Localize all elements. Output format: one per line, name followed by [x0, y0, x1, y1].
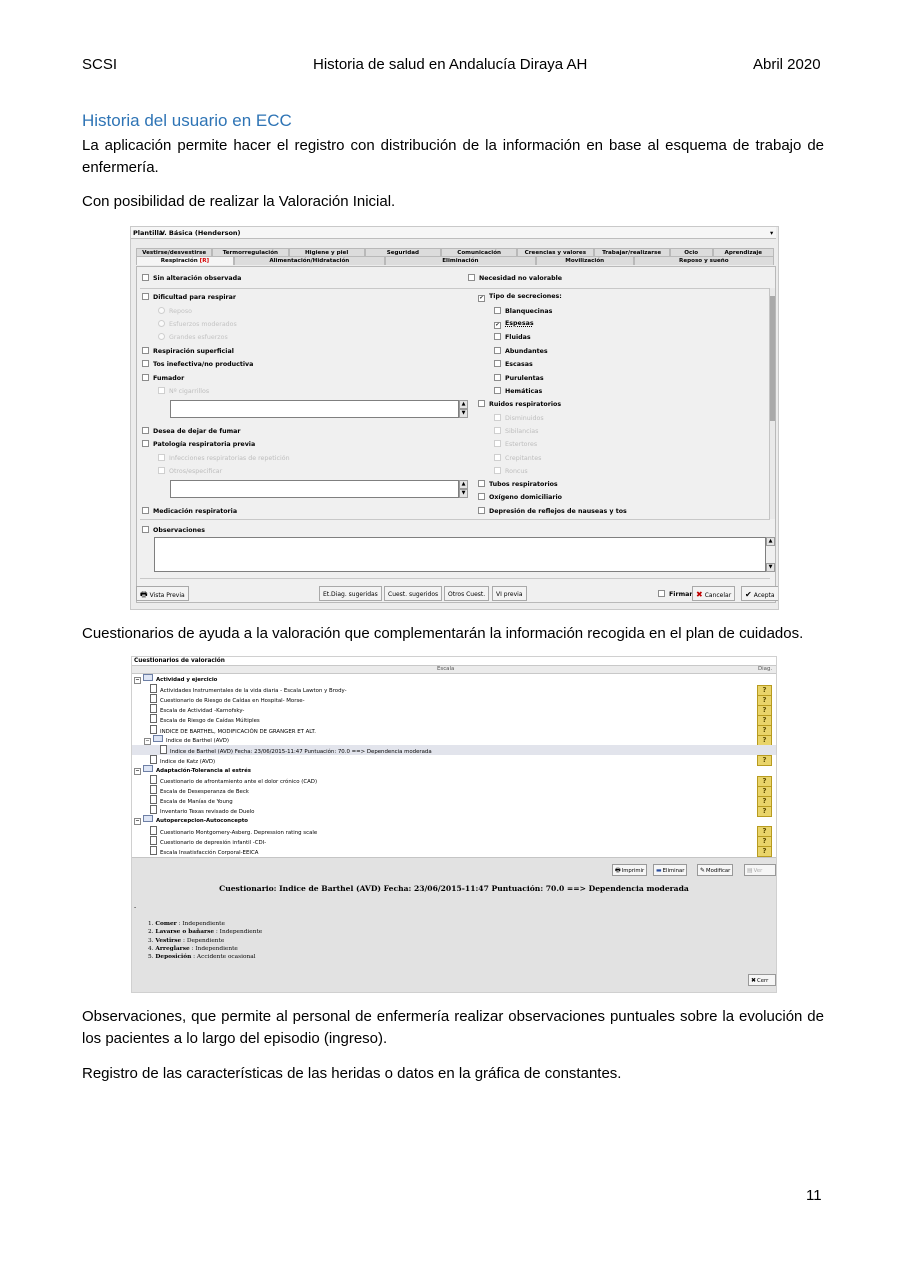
modificar-button[interactable]: [697, 864, 733, 876]
question-icon[interactable]: ?: [757, 836, 772, 847]
patologia-checkbox[interactable]: Patología respiratoria previa: [142, 440, 255, 448]
question-icon[interactable]: ?: [757, 705, 772, 716]
tab-higiene[interactable]: Higiene y piel: [289, 248, 365, 257]
tab-creencias[interactable]: Creencias y valores: [517, 248, 593, 257]
cuestionarios-screenshot: [131, 656, 777, 993]
vi-previa-button[interactable]: VI previa: [492, 586, 527, 601]
answer-value: : Independiente: [215, 929, 263, 936]
tree-group[interactable]: [134, 674, 217, 684]
tubos-checkbox[interactable]: Tubos respiratorios: [478, 480, 558, 488]
modificar-label: Modificar: [706, 868, 731, 874]
document-icon: [150, 704, 157, 713]
tree-row[interactable]: [150, 846, 258, 856]
depresion-checkbox[interactable]: Depresión de reflejos de nauseas y tos: [478, 507, 627, 515]
question-icon[interactable]: ?: [757, 846, 772, 857]
collapse-icon[interactable]: −: [135, 767, 140, 774]
document-icon: [150, 725, 157, 734]
tree-row-label: Escala de Manías de Young: [160, 799, 233, 806]
cuestionarios-title: Cuestionarios de valoración: [134, 658, 225, 664]
document-icon: [150, 684, 157, 693]
document-icon: [150, 785, 157, 794]
answer-item: [148, 945, 262, 953]
purulentas-checkbox[interactable]: Purulentas: [494, 374, 544, 382]
tree-row-label: Escala de Riesgo de Caídas Múltiples: [160, 718, 260, 725]
col-diag-header: Diag.: [758, 666, 773, 672]
answer-number: 5.: [148, 954, 154, 961]
document-icon: ▤: [747, 867, 753, 874]
question-icon[interactable]: ?: [757, 806, 772, 817]
tree-row[interactable]: [150, 694, 305, 704]
header-right: Abril 2020: [753, 56, 821, 73]
fluidas-checkbox[interactable]: Fluidas: [494, 333, 531, 341]
document-icon: [150, 694, 157, 703]
answer-item: [148, 920, 262, 928]
tab-seguridad[interactable]: Seguridad: [365, 248, 441, 257]
paragraph-4: Observaciones, que permite al personal de enfermería realizar observaciones puntuales sobre la evolución de los pacientes a lo largo del episodio (ingreso).: [82, 1008, 824, 1047]
question-icon[interactable]: ?: [757, 826, 772, 837]
roncus-checkbox[interactable]: Roncus: [494, 467, 528, 475]
tree-row[interactable]: [150, 775, 317, 785]
page-number: 11: [806, 1187, 822, 1204]
tree-row-label: Adaptación-Tolerancia al estrés: [156, 767, 251, 774]
cuestionario-result-title: Cuestionario: Indice de Barthel (AVD) Fecha: 23/06/2015-11:47 Puntuación: 70.0 ==> Dependencia moderada: [219, 884, 689, 893]
imprimir-label: Imprimir: [621, 868, 645, 874]
header-left: SCSI: [82, 56, 118, 73]
tab-respiracion-label: Respiración: [160, 258, 198, 264]
cigarrillos-input[interactable]: [170, 400, 459, 418]
crepitantes-checkbox[interactable]: Crepitantes: [494, 454, 541, 462]
result-dash: -: [134, 904, 137, 911]
vista-previa-label: Vista Previa: [149, 592, 185, 599]
cuest-sugeridos-button[interactable]: Cuest. sugeridos: [384, 586, 442, 601]
tree-group[interactable]: [134, 765, 251, 775]
tab-ocio[interactable]: Ocio: [670, 248, 713, 257]
tab-movilizacion[interactable]: Movilización: [536, 256, 634, 265]
tree-row[interactable]: [150, 714, 260, 724]
tree-row[interactable]: [150, 836, 266, 846]
question-icon[interactable]: ?: [757, 725, 772, 736]
medicacion-checkbox[interactable]: Medicación respiratoria: [142, 507, 237, 515]
plantilla-label: Plantilla: [133, 229, 164, 237]
cuestionarios-table-header: [132, 665, 776, 674]
plantilla-bar: [131, 227, 776, 239]
cigarrillos-checkbox[interactable]: Nº cigarrillos: [158, 387, 209, 395]
observaciones-up-icon[interactable]: ▲: [766, 537, 775, 546]
tree-row[interactable]: [150, 805, 254, 815]
document-icon: [150, 795, 157, 804]
tos-checkbox[interactable]: Tos inefectiva/no productiva: [142, 360, 253, 368]
plantilla-select[interactable]: V. Básica (Henderson): [160, 229, 241, 237]
tab-termorregulacion[interactable]: Termorregulación: [212, 248, 288, 257]
cigarrillos-up-icon[interactable]: ▲: [459, 400, 468, 409]
answer-key: Arreglarse: [155, 945, 190, 952]
estertores-checkbox[interactable]: Estertores: [494, 440, 537, 448]
tree-row[interactable]: [150, 785, 249, 795]
reposo-radio[interactable]: Reposo: [158, 307, 192, 315]
tab-respiracion-marker: [R]: [199, 258, 210, 264]
observaciones-textarea[interactable]: [154, 537, 766, 572]
otros-up-icon[interactable]: ▲: [459, 480, 468, 489]
question-icon[interactable]: ?: [757, 685, 772, 696]
answer-number: 3.: [148, 937, 154, 944]
sibilancias-checkbox[interactable]: Sibilancias: [494, 427, 538, 435]
collapse-icon[interactable]: −: [145, 737, 150, 744]
document-icon: [150, 836, 157, 845]
tree-row-label: Inventario Texas revisado de Duelo: [160, 809, 255, 816]
paragraph-3: Cuestionarios de ayuda a la valoración que complementarán la información recogida en el plan de cuidados.: [82, 625, 804, 642]
check-icon: ✔: [745, 590, 752, 599]
document-icon: [160, 745, 167, 754]
folder-icon: [153, 735, 163, 742]
tab-eliminacion[interactable]: Eliminación: [385, 256, 536, 265]
answer-item: [148, 928, 262, 936]
question-icon[interactable]: ?: [757, 735, 772, 746]
tree-row[interactable]: [150, 725, 316, 735]
answer-value: : Independiente: [178, 921, 225, 927]
blanquecinas-checkbox[interactable]: Blanquecinas: [494, 307, 552, 315]
tree-row-label: Escala de Desesperanza de Beck: [160, 789, 249, 796]
tree-row-label: Cuestionario de depresión infantil -CDI-: [160, 839, 267, 846]
answer-number: 1.: [148, 921, 154, 927]
answer-key: Vestirse: [155, 937, 182, 944]
cancelar-button[interactable]: [692, 586, 735, 601]
eliminar-label: Eliminar: [662, 868, 685, 874]
answer-item: [148, 937, 262, 945]
fumador-checkbox[interactable]: Fumador: [142, 374, 184, 382]
cuestionario-detail: [132, 857, 776, 993]
edit-icon: ✎: [700, 867, 706, 874]
infecciones-checkbox[interactable]: Infecciones respiratorias de repetición: [158, 454, 290, 462]
answer-value: : Independiente: [191, 945, 238, 952]
printer-icon: 🖶: [140, 590, 148, 599]
ver-button[interactable]: [744, 864, 776, 876]
tree-row[interactable]: [150, 795, 233, 805]
document-icon: [150, 714, 157, 723]
ver-label: Ver: [753, 868, 763, 874]
tree-row[interactable]: [150, 684, 347, 694]
tree-row-label: Escala de Actividad -Karnofsky-: [160, 708, 245, 715]
observaciones-down-icon[interactable]: ▼: [766, 563, 775, 572]
diag-sugeridas-button[interactable]: Et.Diag. sugeridas: [319, 586, 382, 601]
answer-key: Lavarse o bañarse: [155, 929, 215, 936]
tree-row[interactable]: [144, 735, 229, 745]
cancelar-label: Cancelar: [704, 592, 732, 599]
vista-previa-button[interactable]: [136, 586, 189, 601]
tree-row-label: Escala Insatisfacción Corporal-EEICA: [160, 849, 259, 856]
document-icon: [150, 805, 157, 814]
folder-icon: [143, 674, 153, 681]
tab-respiracion[interactable]: [136, 256, 234, 265]
grandes-radio[interactable]: Grandes esfuerzos: [158, 333, 228, 341]
question-icon[interactable]: ?: [757, 755, 772, 766]
question-icon[interactable]: ?: [757, 786, 772, 797]
dificultad-checkbox[interactable]: Dificultad para respirar: [142, 293, 236, 301]
cerrar-button[interactable]: [748, 974, 776, 986]
section-title: Historia del usuario en ECC: [82, 111, 292, 130]
ruidos-checkbox[interactable]: Ruidos respiratorios: [478, 400, 561, 408]
close-icon: ✖: [696, 590, 703, 599]
oxigeno-checkbox[interactable]: Oxígeno domiciliario: [478, 493, 562, 501]
close-icon: ✖: [751, 977, 757, 984]
folder-icon: [143, 765, 153, 772]
aceptar-button[interactable]: [741, 586, 779, 601]
answer-number: 2.: [148, 929, 154, 936]
tab-comunicacion[interactable]: Comunicación: [441, 248, 517, 257]
firmar-checkbox[interactable]: Firmar: [658, 590, 692, 598]
folder-icon: [143, 815, 153, 822]
escasas-checkbox[interactable]: Escasas: [494, 360, 533, 368]
no-valorable-checkbox[interactable]: Necesidad no valorable: [468, 274, 562, 282]
minus-icon: ▬: [656, 867, 662, 874]
paragraph-5: Registro de las características de las heridas o datos en la gráfica de constantes.: [82, 1065, 622, 1082]
paragraph-2: Con posibilidad de realizar la Valoración Inicial.: [82, 193, 396, 210]
aceptar-label: Acepta: [753, 592, 775, 599]
document-icon: [150, 826, 157, 835]
tab-vestirse[interactable]: Vestirse/desvestirse: [136, 248, 212, 257]
col-escala-header: Escala: [437, 666, 455, 672]
tab-reposo[interactable]: Reposo y sueño: [634, 256, 774, 265]
document-icon: [150, 755, 157, 764]
eliminar-button[interactable]: [653, 864, 687, 876]
header-center: Historia de salud en Andalucía Diraya AH: [313, 56, 588, 73]
tree-group[interactable]: [134, 815, 248, 825]
answer-value: : Accidente ocasional: [193, 954, 256, 961]
sin-alteracion-checkbox[interactable]: Sin alteración observada: [142, 274, 241, 282]
tree-row[interactable]: [150, 826, 317, 836]
question-icon[interactable]: ?: [757, 796, 772, 807]
question-icon[interactable]: ?: [757, 776, 772, 787]
plantilla-chevron-down-icon[interactable]: ▾: [770, 229, 774, 237]
tree-row[interactable]: [150, 704, 244, 714]
disminuidos-checkbox[interactable]: Disminuidos: [494, 414, 544, 422]
form-scrollbar-thumb[interactable]: [770, 296, 775, 421]
otros-input[interactable]: [170, 480, 459, 498]
answer-item: [148, 953, 262, 961]
tree-row-label: INDICE DE BARTHEL, MODIFICACIÓN DE GRANGER ET ALT.: [160, 728, 316, 735]
cerrar-label: Cerr: [757, 978, 769, 984]
otros-cuest-button[interactable]: Otros Cuest.: [444, 586, 489, 601]
answer-key: Deposición: [155, 954, 192, 961]
tree-row-label: Indice de Barthel (AVD) Fecha: 23/06/2015-11:47 Puntuación: 70.0 ==> Dependencia moderada: [170, 748, 432, 755]
tree-row-label: Cuestionario Montgomery-Asberg. Depression rating scale: [160, 829, 318, 836]
question-icon[interactable]: ?: [757, 695, 772, 706]
tab-alimentacion[interactable]: Alimentación/Hidratación: [234, 256, 385, 265]
form-scrollbar[interactable]: [769, 288, 775, 519]
collapse-icon[interactable]: −: [135, 677, 140, 683]
barthel-answers: [148, 920, 262, 961]
espesas-checkbox[interactable]: ✔ Espesas: [494, 320, 534, 329]
abundantes-checkbox[interactable]: Abundantes: [494, 347, 548, 355]
otros-down-icon[interactable]: ▼: [459, 489, 468, 498]
tree-row[interactable]: [150, 755, 215, 765]
answer-value: : Dependiente: [183, 937, 225, 944]
hematicas-checkbox[interactable]: Hemáticas: [494, 387, 542, 395]
tree-row[interactable]: [132, 745, 777, 755]
observaciones-checkbox[interactable]: Observaciones: [142, 526, 205, 534]
tab-aprendizaje[interactable]: Aprendizaje: [713, 248, 774, 257]
esfuerzos-radio[interactable]: Esfuerzos moderados: [158, 320, 237, 328]
otros-checkbox[interactable]: Otros/especificar: [158, 467, 222, 475]
superficial-checkbox[interactable]: Respiración superficial: [142, 347, 234, 355]
tree-row-label: Indice de Barthel (AVD): [166, 737, 230, 744]
collapse-icon[interactable]: −: [135, 818, 140, 825]
document-icon: [150, 846, 157, 855]
respiracion-panel: [136, 266, 776, 603]
cigarrillos-down-icon[interactable]: ▼: [459, 409, 468, 418]
tree-row-label: Cuestionario de Riesgo de Caídas en Hospital- Morse-: [160, 698, 305, 705]
question-icon[interactable]: ?: [757, 715, 772, 726]
imprimir-button[interactable]: [612, 864, 647, 876]
printer-icon: 🖶: [615, 867, 621, 874]
tree-row-label: Actividades Instrumentales de la vida diaria - Escala Lawton y Brody-: [160, 688, 347, 695]
dejar-fumar-checkbox[interactable]: Desea de dejar de fumar: [142, 427, 241, 435]
answer-number: 4.: [148, 945, 154, 952]
answer-key: Comer: [155, 921, 177, 927]
paragraph-1: La aplicación permite hacer el registro con distribución de la información en base al esquema de trabajo de enfermería.: [82, 137, 824, 176]
tree-row-label: Actividad y ejercicio: [156, 677, 218, 683]
tabs-row-2: [136, 256, 774, 265]
tree-row-label: Indice de Katz (AVD): [160, 758, 216, 765]
tree-row-label: Autopercepcion-Autoconcepto: [156, 818, 249, 825]
valoracion-screenshot: [130, 226, 779, 610]
tree-row-label: Cuestionario de afrontamiento ante el dolor crónico (CAD): [160, 779, 318, 785]
tab-trabajar[interactable]: Trabajar/realizarse: [594, 248, 670, 257]
tipo-secreciones-checkbox[interactable]: ✔ Tipo de secreciones:: [478, 293, 562, 302]
document-icon: [150, 775, 157, 784]
